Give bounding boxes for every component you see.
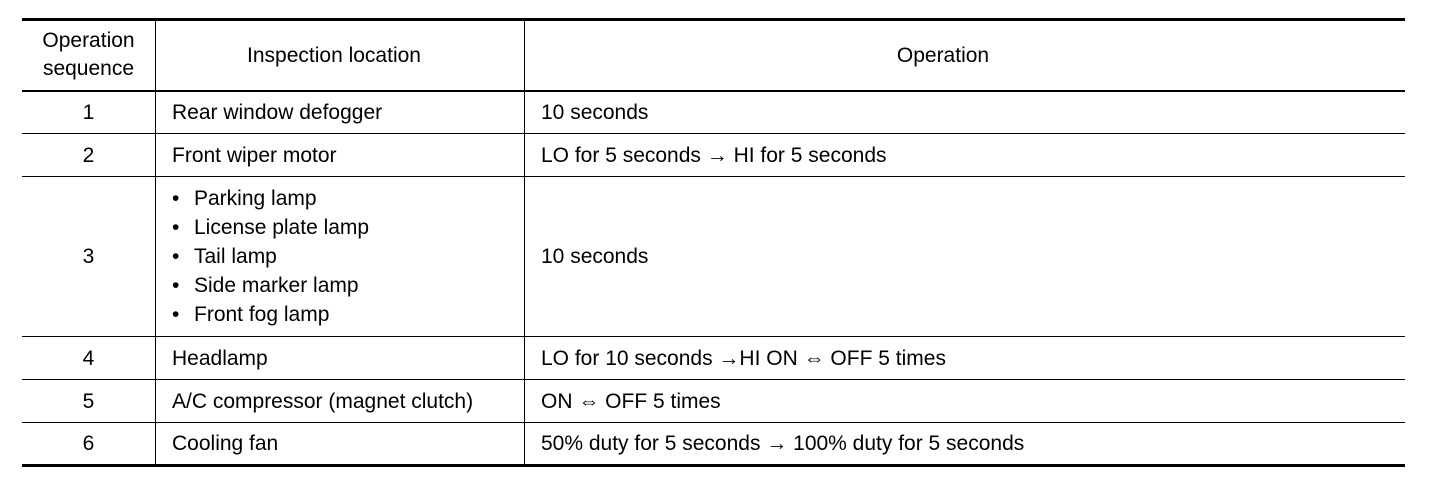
location-cell: A/C compressor (magnet clutch) [156,380,525,423]
location-cell: Headlamp [156,337,525,380]
header-inspection-location: Inspection location [156,20,525,91]
sequence-cell: 6 [22,423,156,466]
sequence-cell: 3 [22,177,156,337]
sequence-cell: 2 [22,134,156,177]
location-bullet-list [172,184,524,329]
operation-cell: 10 seconds [525,177,1406,337]
location-cell [156,177,525,337]
location-cell: Front wiper motor [156,134,525,177]
operation-cell: 50% duty for 5 seconds → 100% duty for 5 seconds [525,423,1406,466]
operation-table [22,18,1405,467]
header-row [22,20,1405,91]
sequence-cell: 1 [22,91,156,134]
list-item: • Front fog lamp [172,300,524,329]
header-operation: Operation [525,20,1406,91]
table-row [22,91,1405,134]
header-operation-sequence: Operation sequence [22,20,156,91]
location-cell: Cooling fan [156,423,525,466]
list-item: • Parking lamp [172,184,524,213]
operation-cell: LO for 5 seconds → HI for 5 seconds [525,134,1406,177]
operation-cell: LO for 10 seconds →HI ON ⇔ OFF 5 times [525,337,1406,380]
table-row [22,134,1405,177]
list-item: • Tail lamp [172,242,524,271]
list-item: • Side marker lamp [172,271,524,300]
operation-cell: ON ⇔ OFF 5 times [525,380,1406,423]
table-row [22,177,1405,337]
table-body [22,91,1405,466]
table-row [22,423,1405,466]
operation-cell: 10 seconds [525,91,1406,134]
sequence-cell: 4 [22,337,156,380]
location-cell: Rear window defogger [156,91,525,134]
table-row [22,380,1405,423]
table-row [22,337,1405,380]
sequence-cell: 5 [22,380,156,423]
table-header [22,20,1405,91]
list-item: • License plate lamp [172,213,524,242]
